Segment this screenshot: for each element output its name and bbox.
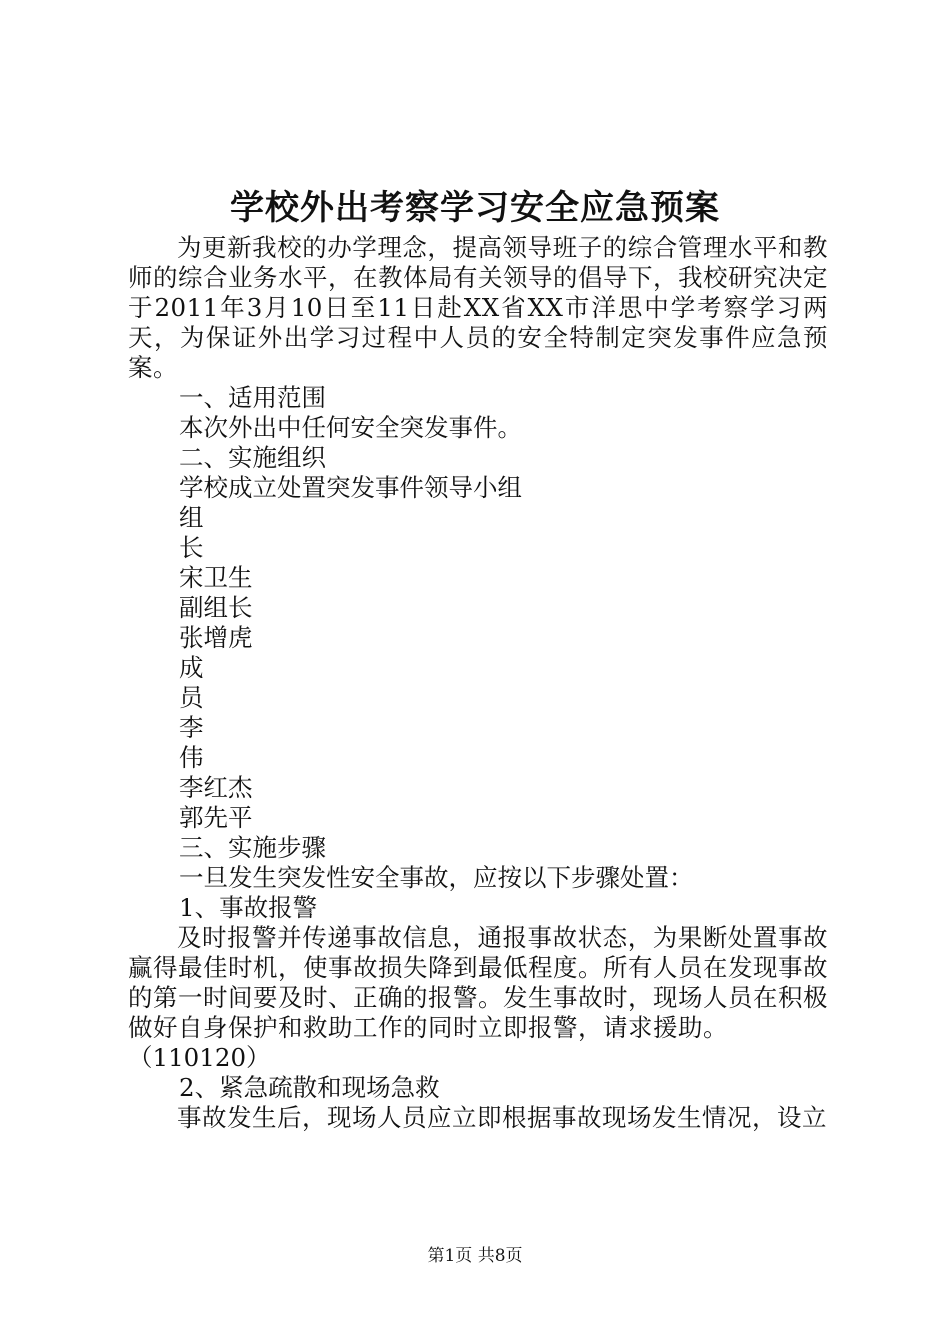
body-line: 一、适用范围: [179, 383, 326, 412]
section-heading-2: 2、紧急疏散和现场急救: [179, 1073, 440, 1102]
body-line: 长: [179, 533, 204, 562]
body-line: 郭先平: [179, 803, 253, 832]
body-line: 张增虎: [179, 623, 253, 652]
body-line: 员: [179, 683, 204, 712]
body-line: 学校成立处置突发事件领导小组: [179, 473, 522, 502]
body-line: 李红杰: [179, 773, 253, 802]
body-line: 副组长: [179, 593, 253, 622]
intro-paragraph: 为更新我校的办学理念，提高领导班子的综合管理水平和教师的综合业务水平，在教体局有关领导的倡导下，我校研究决定于2011年3月10日至11日赴XX省XX市洋思中学考察学习两天，为保证外出学习过程中人员的安全特制定突发事件应急预案。: [128, 233, 828, 382]
body-line: 李: [179, 713, 204, 742]
alarm-paragraph: 及时报警并传递事故信息，通报事故状态，为果断处置事故赢得最佳时机，使事故损失降到最低程度。所有人员在发现事故的第一时间要及时、正确的报警。发生事故时，现场人员在积极做好自身保护和救助工作的同时立即报警，请求援助。: [128, 923, 828, 1042]
body-line: 本次外出中任何安全突发事件。: [179, 413, 522, 442]
page-footer: 第1页 共8页: [427, 1246, 523, 1266]
line-list: [128, 383, 828, 923]
body-line: 三、实施步骤: [179, 833, 326, 862]
body-line: 组: [179, 503, 204, 532]
document-title: 学校外出考察学习安全应急预案: [230, 188, 720, 228]
body-line: 1、事故报警: [179, 893, 318, 922]
body-line: 成: [179, 653, 204, 682]
body-line: 二、实施组织: [179, 443, 326, 472]
alarm-number: （110120）: [128, 1043, 271, 1072]
body-line: 宋卫生: [179, 563, 253, 592]
evacuation-paragraph: 事故发生后，现场人员应立即根据事故现场发生情况，设立: [177, 1103, 827, 1132]
document-body: [128, 233, 828, 1133]
body-line: 一旦发生突发性安全事故，应按以下步骤处置：: [179, 863, 694, 892]
body-line: 伟: [179, 743, 204, 772]
